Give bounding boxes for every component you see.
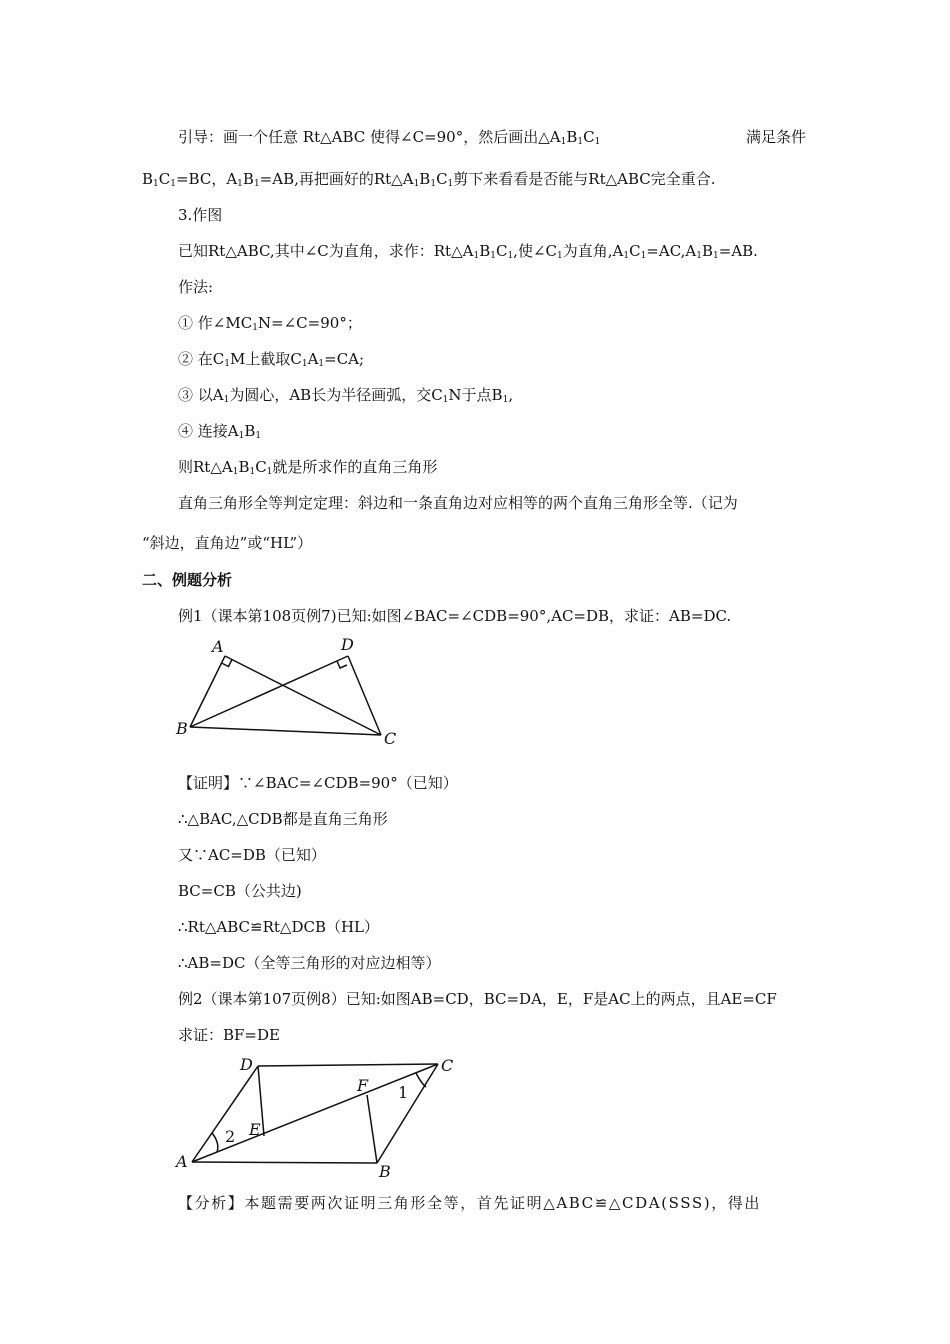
label-one: 1 — [398, 1083, 409, 1102]
construction-step-1: ① 作$\angle MC_1N=\angle C=90^\circ$； — [178, 314, 362, 333]
segment-cb — [377, 1064, 438, 1163]
proof-line-2: ∴△BAC,△CDB都是直角三角形 — [178, 810, 388, 828]
intro-line-2: $B_1C_1=BC$，$A_1B_1=AB$,再把画好的$Rt\triangle A_1B_1C_1$剪下来看看是否能与Rt△ABC完全重合. — [142, 170, 716, 189]
example1-statement: 例1（课本第108页例7)已知:如图∠BAC=∠CDB=90°,AC=DB，求证：AB=DC. — [178, 607, 732, 625]
segment-ac — [192, 1064, 438, 1162]
label-a: A — [176, 1152, 188, 1171]
theorem-line-1: 直角三角形全等判定定理：斜边和一条直角边对应相等的两个直角三角形全等.（记为 — [178, 494, 738, 512]
label-a: A — [212, 637, 224, 656]
analysis-text: 【分析】本题需要两次证明三角形全等，首先证明△ABC≌△CDA(SSS)，得出 — [178, 1194, 761, 1212]
section-heading: 二、例题分析 — [142, 571, 233, 589]
theorem-line-2: “斜边，直角边”或“HL”） — [142, 534, 313, 552]
construction-conclusion: 则$Rt\triangle A_1B_1C_1$就是所求作的直角三角形 — [178, 458, 438, 477]
analysis-line — [178, 1193, 806, 1213]
proof-line-1: 【证明】∵∠BAC=∠CDB=90°（已知） — [178, 774, 458, 792]
label-f: F — [357, 1076, 369, 1095]
construction-given: 已知Rt△ABC,其中∠C为直角，求作：$Rt\triangle A_1B_1C_1$,使$\angle C_1$为直角$,A_1C_1=AC,A_1B_1=AB$. — [178, 242, 758, 261]
label-b: B — [176, 719, 188, 738]
label-c: C — [441, 1056, 454, 1075]
proof-line-5: ∴Rt△ABC≌Rt△DCB（HL） — [178, 918, 380, 936]
intro-text-a: 引导：画一个任意 Rt△ABC 使得∠C=90°，然后画出$\triangle A_1B_1C_1$ — [178, 128, 601, 147]
label-two: 2 — [225, 1127, 236, 1146]
segment-ad — [192, 1066, 258, 1162]
example2-prove: 求证：BF=DE — [178, 1026, 280, 1044]
angle-arc-2 — [212, 1133, 218, 1152]
label-e: E — [249, 1120, 261, 1139]
label-b: B — [379, 1162, 391, 1181]
construction-step-3: ③ 以$A_1$为圆心，AB长为半径画弧，交$C_1N$于点$B_1$, — [178, 386, 514, 405]
construction-step-4: ④ 连接$A_1B_1$ — [178, 422, 262, 441]
label-d: D — [341, 635, 354, 654]
proof-line-6: ∴AB=DC（全等三角形的对应边相等） — [178, 954, 441, 972]
segment-bf — [367, 1095, 377, 1163]
proof-line-3: 又∵AC=DB（已知） — [178, 846, 326, 864]
label-d: D — [240, 1055, 253, 1074]
construction-step-2: ② 在$C_1M$上截取$C_1A_1=CA$; — [178, 350, 365, 369]
segment-dc — [258, 1064, 438, 1066]
angle-arc-1 — [416, 1073, 426, 1087]
intro-text-b: 满足条件 — [745, 128, 806, 146]
proof-line-4: BC=CB（公共边) — [178, 882, 302, 900]
label-c: C — [384, 729, 397, 748]
example2-statement: 例2（课本第107页例8）已知:如图AB=CD，BC=DA，E，F是AC上的两点，且AE=CF — [178, 990, 777, 1008]
construction-heading: 3.作图 — [178, 206, 223, 224]
construction-method-label: 作法: — [178, 278, 214, 296]
segment-ba — [192, 1162, 377, 1163]
